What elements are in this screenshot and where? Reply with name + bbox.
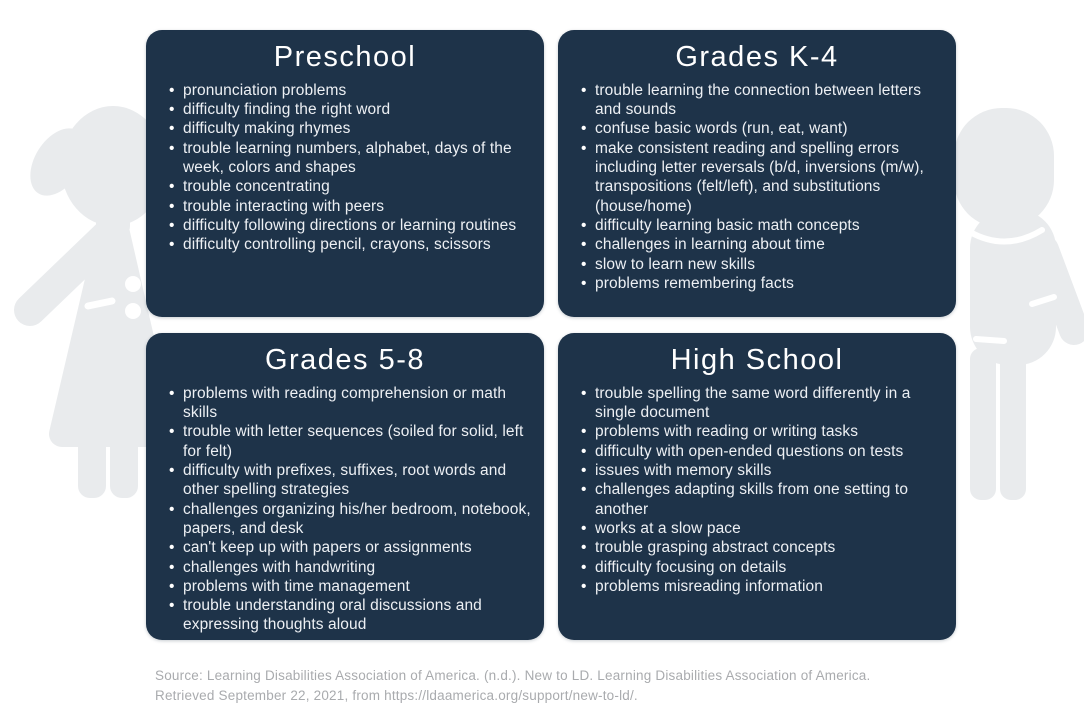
list-item: • difficulty finding the right word [169, 100, 534, 119]
list-item: • confuse basic words (run, eat, want) [581, 119, 946, 138]
card-high-school [558, 333, 956, 640]
symptom-list [146, 81, 544, 255]
list-item: • challenges with handwriting [169, 558, 534, 577]
list-item: • challenges organizing his/her bedroom, notebook, papers, and desk [169, 500, 534, 539]
card-title: Grades K-4 [675, 41, 839, 73]
list-item: • difficulty controlling pencil, crayons, scissors [169, 235, 534, 254]
list-item: • trouble concentrating [169, 177, 534, 196]
list-item: • difficulty making rhymes [169, 119, 534, 138]
card-title: Grades 5-8 [264, 344, 426, 376]
list-item: • difficulty with prefixes, suffixes, root words and other spelling strategies [169, 461, 534, 500]
list-item: • trouble interacting with peers [169, 197, 534, 216]
list-item: • trouble grasping abstract concepts [581, 538, 946, 557]
list-item: • difficulty with open-ended questions on tests [581, 442, 946, 461]
card-title: High School [670, 344, 844, 376]
list-item: • issues with memory skills [581, 461, 946, 480]
symptom-list [558, 384, 956, 596]
list-item: • problems remembering facts [581, 274, 946, 293]
list-item: • trouble spelling the same word differently in a single document [581, 384, 946, 423]
list-item: • problems with reading or writing tasks [581, 422, 946, 441]
list-item: • challenges in learning about time [581, 235, 946, 254]
source-citation: Source: Learning Disabilities Association of America. (n.d.). New to LD. Learning Disabilities Association of America. Retrieved September 22, 2021, from https://ldaamerica.org/support/new-to-ld/. [155, 667, 871, 704]
list-item: • can't keep up with papers or assignments [169, 538, 534, 557]
card-preschool [146, 30, 544, 317]
list-item: • difficulty learning basic math concepts [581, 216, 946, 235]
list-item: • trouble learning numbers, alphabet, days of the week, colors and shapes [169, 139, 534, 178]
card-grades-k-4 [558, 30, 956, 317]
list-item: • pronunciation problems [169, 81, 534, 100]
list-item: • difficulty following directions or learning routines [169, 216, 534, 235]
girl-silhouette-image [0, 98, 160, 510]
card-title: Preschool [273, 41, 417, 73]
symptom-list [558, 81, 956, 293]
list-item: • trouble understanding oral discussions and expressing thoughts aloud [169, 596, 534, 635]
list-item: • trouble with letter sequences (soiled for solid, left for felt) [169, 422, 534, 461]
list-item: • slow to learn new skills [581, 255, 946, 274]
list-item: • works at a slow pace [581, 519, 946, 538]
symptom-list [146, 384, 544, 635]
list-item: • make consistent reading and spelling errors including letter reversals (b/d, inversions (m/w), transpositions (felt/left), and substitutions (house/home) [581, 139, 946, 216]
list-item: • trouble learning the connection between letters and sounds [581, 81, 946, 120]
list-item: • challenges adapting skills from one setting to another [581, 480, 946, 519]
list-item: • problems with reading comprehension or math skills [169, 384, 534, 423]
list-item: • difficulty focusing on details [581, 558, 946, 577]
card-grades-5-8 [146, 333, 544, 640]
list-item: • problems misreading information [581, 577, 946, 596]
list-item: • problems with time management [169, 577, 534, 596]
